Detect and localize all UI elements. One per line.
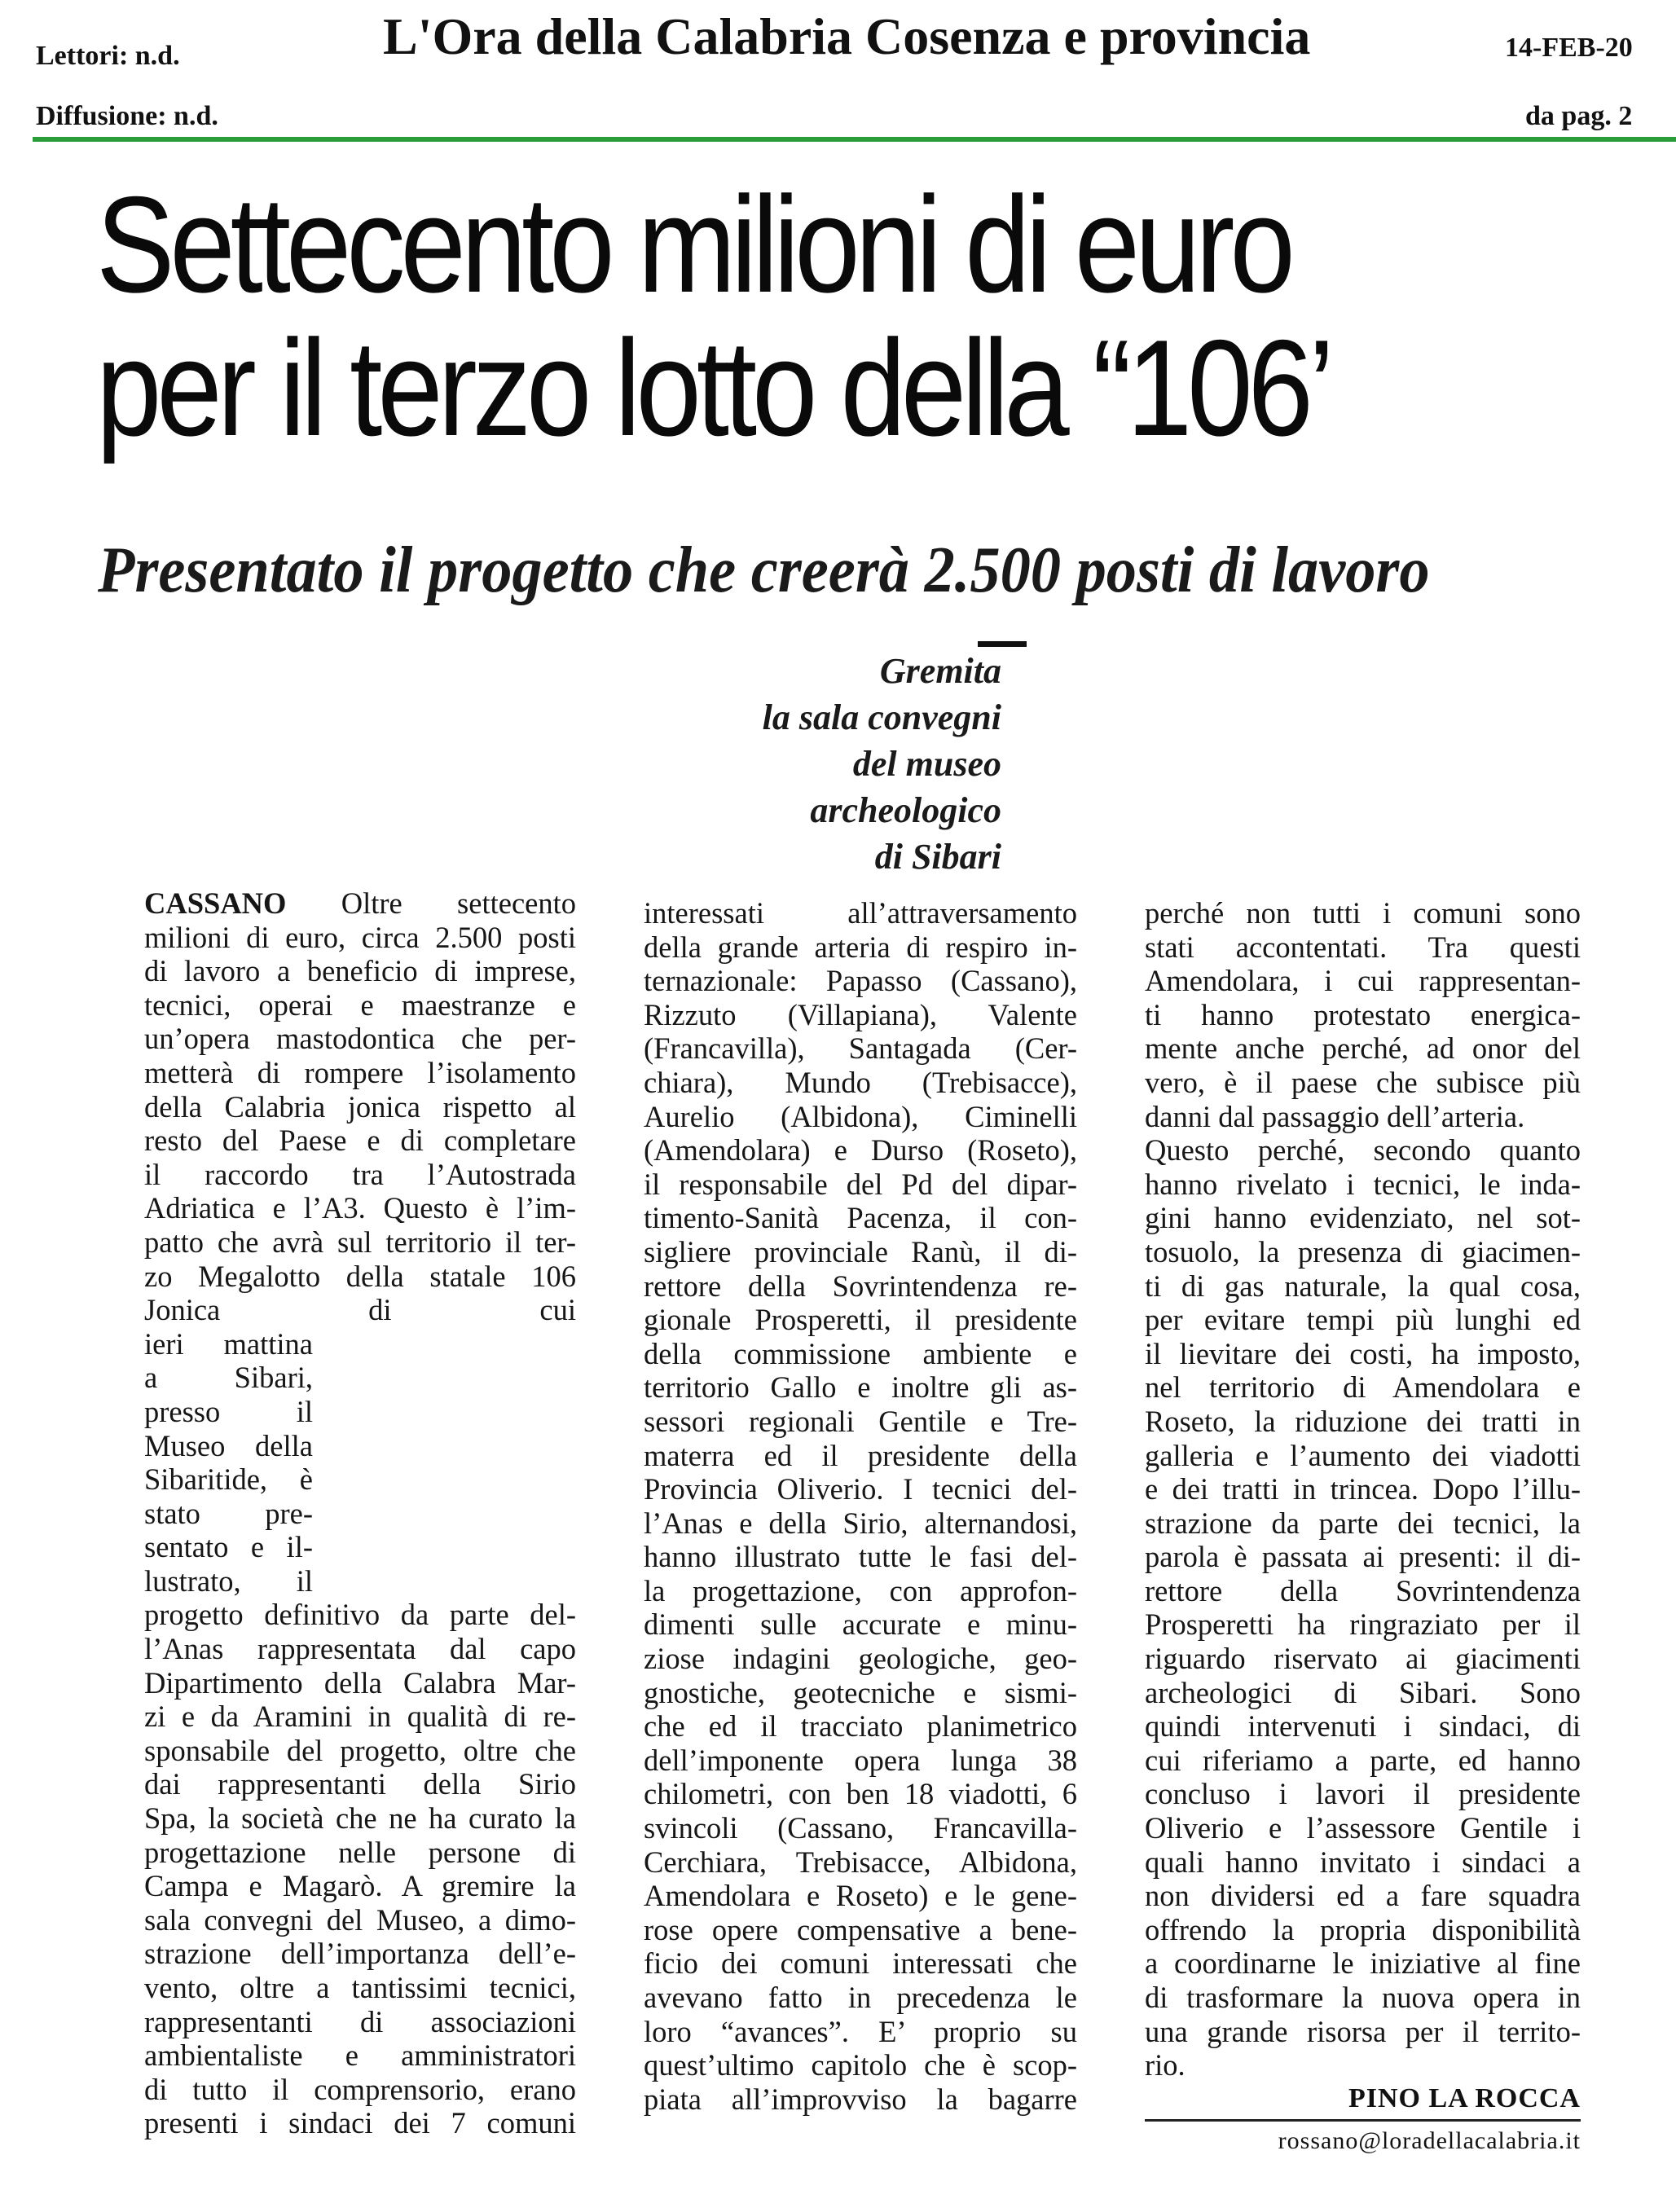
body-line: strazione dell’importanza dell’e- (144, 1937, 576, 1971)
body-line: che ed il tracciato planimetrico (644, 1709, 1077, 1744)
body-line: stati accontentati. Tra questi (1145, 930, 1581, 964)
body-line: offrendo la propria disponibilità (1145, 1912, 1581, 1946)
body-line: strazione da parte dei tecnici, la (1145, 1506, 1581, 1540)
body-line: Aurelio (Albidona), Ciminelli (644, 1099, 1077, 1133)
body-line: materra ed il presidente della (644, 1438, 1077, 1472)
body-line: presso il (144, 1394, 313, 1428)
body-line: danni dal passaggio dell’arteria. (1145, 1099, 1525, 1133)
pull-quote-line: archeologico (810, 790, 1001, 830)
body-line: Museo della (144, 1428, 313, 1462)
body-line: non dividersi ed a fare squadra (1145, 1879, 1581, 1913)
pull-quote-line: di Sibari (874, 837, 1001, 877)
body-line: Rizzuto (Villapiana), Valente (644, 997, 1077, 1031)
body-line: territorio Gallo e inoltre gli as- (644, 1370, 1077, 1405)
body-line: l’Anas e della Sirio, alternandosi, (644, 1506, 1077, 1540)
byline: PINO LA ROCCA (1348, 2083, 1581, 2113)
readers-label: Lettori: n.d. (36, 41, 180, 71)
body-line: Oliverio e l’assessore Gentile i (1145, 1811, 1581, 1845)
body-line: progetto definitivo da parte del- (144, 1598, 576, 1632)
body-line: rettore della Sovrintendenza re- (644, 1269, 1077, 1303)
column-1-narrow-lines (144, 1327, 576, 1599)
body-line: ficio dei comuni interessati che (644, 1946, 1077, 1981)
body-line: riguardo riservato ai giacimenti (1145, 1642, 1581, 1676)
body-line: a coordinarne le iniziative al fine (1145, 1946, 1581, 1981)
dateline: CASSANO (144, 886, 287, 920)
byline-rule (1145, 2119, 1581, 2122)
body-line: ti di gas naturale, la qual cosa, (1145, 1269, 1581, 1303)
body-line: (Francavilla), Santagada (Cer- (644, 1031, 1077, 1066)
body-line: gionale Prosperetti, il presidente (644, 1303, 1077, 1337)
column-1-lines (144, 921, 576, 1327)
body-line: presenti i sindaci dei 7 comuni (144, 2106, 576, 2140)
body-line: Dipartimento della Calabra Mar- (144, 1665, 576, 1700)
circulation-label: Diffusione: n.d. (36, 101, 218, 131)
body-line: Provincia Oliverio. I tecnici del- (644, 1472, 1077, 1506)
body-line: Adriatica e l’A3. Questo è l’im- (144, 1191, 576, 1225)
body-line: Roseto, la riduzione dei tratti in (1145, 1404, 1581, 1438)
publication-title: L'Ora della Calabria Cosenza e provincia (383, 7, 1311, 65)
body-line: la progettazione, con approfon- (644, 1573, 1077, 1607)
body-line: sala convegni del Museo, a dimo- (144, 1902, 576, 1937)
first-line (144, 886, 576, 921)
body-line: avevano fatto in precedenza le (644, 1981, 1077, 2014)
body-line: Questo perché, secondo quanto (1145, 1133, 1581, 1168)
column-1-rest-lines (144, 1598, 576, 2140)
body-line: hanno illustrato tutte le fasi del- (644, 1540, 1077, 1574)
body-line: dai rappresentanti della Sirio (144, 1767, 576, 1801)
body-line: stato pre- (144, 1496, 313, 1530)
pull-quote-rule (978, 641, 1027, 647)
body-line: tecnici, operai e maestranze e (144, 987, 576, 1022)
body-line: il raccordo tra l’Autostrada (144, 1157, 576, 1191)
body-line: ternazionale: Papasso (Cassano), (644, 964, 1077, 998)
body-line: concluso i lavori il presidente (1145, 1777, 1581, 1811)
headline-line: Settecento milioni di euro (96, 168, 1291, 321)
body-line: quindi intervenuti i sindaci, di (1145, 1709, 1581, 1744)
body-line: (Amendolara) e Durso (Roseto), (644, 1133, 1077, 1168)
body-line: Prosperetti ha ringraziato per il (1145, 1607, 1581, 1642)
body-line: chilometri, con ben 18 viadotti, 6 (644, 1777, 1077, 1811)
subheadline: Presentato il progetto che creerà 2.500 posti di lavoro (98, 534, 1430, 606)
body-line: tosuolo, la presenza di giacimen- (1145, 1234, 1581, 1269)
publication-date: 14-FEB-20 (1505, 33, 1633, 63)
headline (96, 168, 1427, 464)
body-line: quali hanno invitato i sindaci a (1145, 1845, 1581, 1879)
body-line: sponsabile del progetto, oltre che (144, 1733, 576, 1767)
body-line: un’opera mastodontica che per- (144, 1022, 576, 1056)
body-column-1 (144, 886, 576, 2140)
body-line: l’Anas rappresentata dal capo (144, 1632, 576, 1666)
page-reference: da pag. 2 (1525, 101, 1633, 131)
body-line: piata all’improvviso la bagarre (644, 2082, 1077, 2116)
body-line: gini hanno evidenziato, nel sot- (1145, 1201, 1581, 1235)
first-line-text: Oltre settecento (341, 886, 576, 920)
pull-quote-line: del museo (852, 744, 1001, 784)
body-line: e dei tratti in trincea. Dopo l’illu- (1145, 1472, 1581, 1506)
body-line: chiara), Mundo (Trebisacce), (644, 1065, 1077, 1099)
body-line: rose opere compensative a bene- (644, 1912, 1077, 1946)
body-line: il lievitare dei costi, ha imposto, (1145, 1336, 1581, 1370)
body-line: nel territorio di Amendolara e (1145, 1370, 1581, 1405)
body-line: vero, è il paese che subisce più (1145, 1065, 1581, 1099)
body-line: resto del Paese e di completare (144, 1124, 576, 1158)
body-line: ziose indagini geologiche, geo- (644, 1642, 1077, 1676)
body-line: di lavoro a beneficio di imprese, (144, 954, 576, 988)
body-line: Cerchiara, Trebisacce, Albidona, (644, 1845, 1077, 1879)
body-line: della commissione ambiente e (644, 1336, 1077, 1370)
pull-quote (659, 648, 1001, 880)
body-line: archeologici di Sibari. Sono (1145, 1675, 1581, 1709)
body-line: quest’ultimo capitolo che è scop- (644, 2048, 1077, 2082)
body-line: galleria e l’aumento dei viadotti (1145, 1438, 1581, 1472)
body-line: perché non tutti i comuni sono (1145, 896, 1581, 930)
body-line: metterà di rompere l’isolamento (144, 1055, 576, 1089)
body-line: di trasformare la nuova opera in (1145, 1981, 1581, 2014)
body-line: Sibaritide, è (144, 1462, 313, 1497)
body-line: sessori regionali Gentile e Tre- (644, 1404, 1077, 1438)
body-line: Jonica di cui (144, 1293, 576, 1327)
body-line: per evitare tempi più lunghi ed (1145, 1303, 1581, 1337)
body-line: Amendolara e Roseto) e le gene- (644, 1879, 1077, 1913)
body-column-3 (1145, 896, 1581, 2082)
pull-quote-line: Gremita (879, 651, 1001, 691)
body-line: della Calabria jonica rispetto al (144, 1089, 576, 1124)
body-line: rio. (1145, 2048, 1186, 2082)
body-line: ambientaliste e amministratori (144, 2038, 576, 2073)
body-line: lustrato, il (144, 1563, 313, 1598)
body-line: patto che avrà sul territorio il ter- (144, 1225, 576, 1259)
body-line: mente anche perché, ad onor del (1145, 1031, 1581, 1066)
body-line: parola è passata ai presenti: il di- (1145, 1540, 1581, 1574)
body-line: rettore della Sovrintendenza (1145, 1573, 1581, 1607)
body-line: Amendolara, i cui rappresentan- (1145, 964, 1581, 998)
header-divider (33, 137, 1676, 142)
body-line: vento, oltre a tantissimi tecnici, (144, 1971, 576, 2004)
body-line: svincoli (Cassano, Francavilla- (644, 1811, 1077, 1845)
body-line: milioni di euro, circa 2.500 posti (144, 920, 576, 954)
pull-quote-line: la sala convegni (762, 697, 1001, 737)
body-line: Campa e Magarò. A gremire la (144, 1869, 576, 1903)
body-column-2 (644, 896, 1077, 2116)
body-line: rappresentanti di associazioni (144, 2004, 576, 2038)
body-line: di tutto il comprensorio, erano (144, 2072, 576, 2106)
body-line: una grande risorsa per il territo- (1145, 2014, 1581, 2048)
body-line: della grande arteria di respiro in- (644, 930, 1077, 964)
body-line: ieri mattina (144, 1326, 313, 1361)
body-line: ti hanno protestato energica- (1145, 997, 1581, 1031)
body-line: gnostiche, geotecniche e sismi- (644, 1675, 1077, 1709)
body-line: sigliere provinciale Ranù, il di- (644, 1234, 1077, 1269)
body-line: hanno rivelato i tecnici, le inda- (1145, 1167, 1581, 1201)
body-line: sentato e il- (144, 1530, 313, 1564)
body-line: dimenti sulle accurate e minu- (644, 1607, 1077, 1642)
body-line: Spa, la società che ne ha curato la (144, 1801, 576, 1836)
body-line: timento-Sanità Pacenza, il con- (644, 1201, 1077, 1235)
author-email[interactable]: rossano@loradellacalabria.it (1278, 2127, 1581, 2154)
body-line: a Sibari, (144, 1361, 313, 1395)
body-line: interessati all’attraversamento (644, 896, 1077, 930)
headline-line: per il terzo lotto della “106’ (96, 311, 1330, 464)
body-line: il responsabile del Pd del dipar- (644, 1167, 1077, 1201)
body-line: cui riferiamo a parte, ed hanno (1145, 1743, 1581, 1777)
body-line: zo Megalotto della statale 106 (144, 1259, 576, 1293)
body-line: loro “avances”. E’ proprio su (644, 2014, 1077, 2048)
body-line: zi e da Aramini in qualità di re- (144, 1700, 576, 1734)
body-line: progettazione nelle persone di (144, 1835, 576, 1869)
body-line: dell’imponente opera lunga 38 (644, 1743, 1077, 1777)
